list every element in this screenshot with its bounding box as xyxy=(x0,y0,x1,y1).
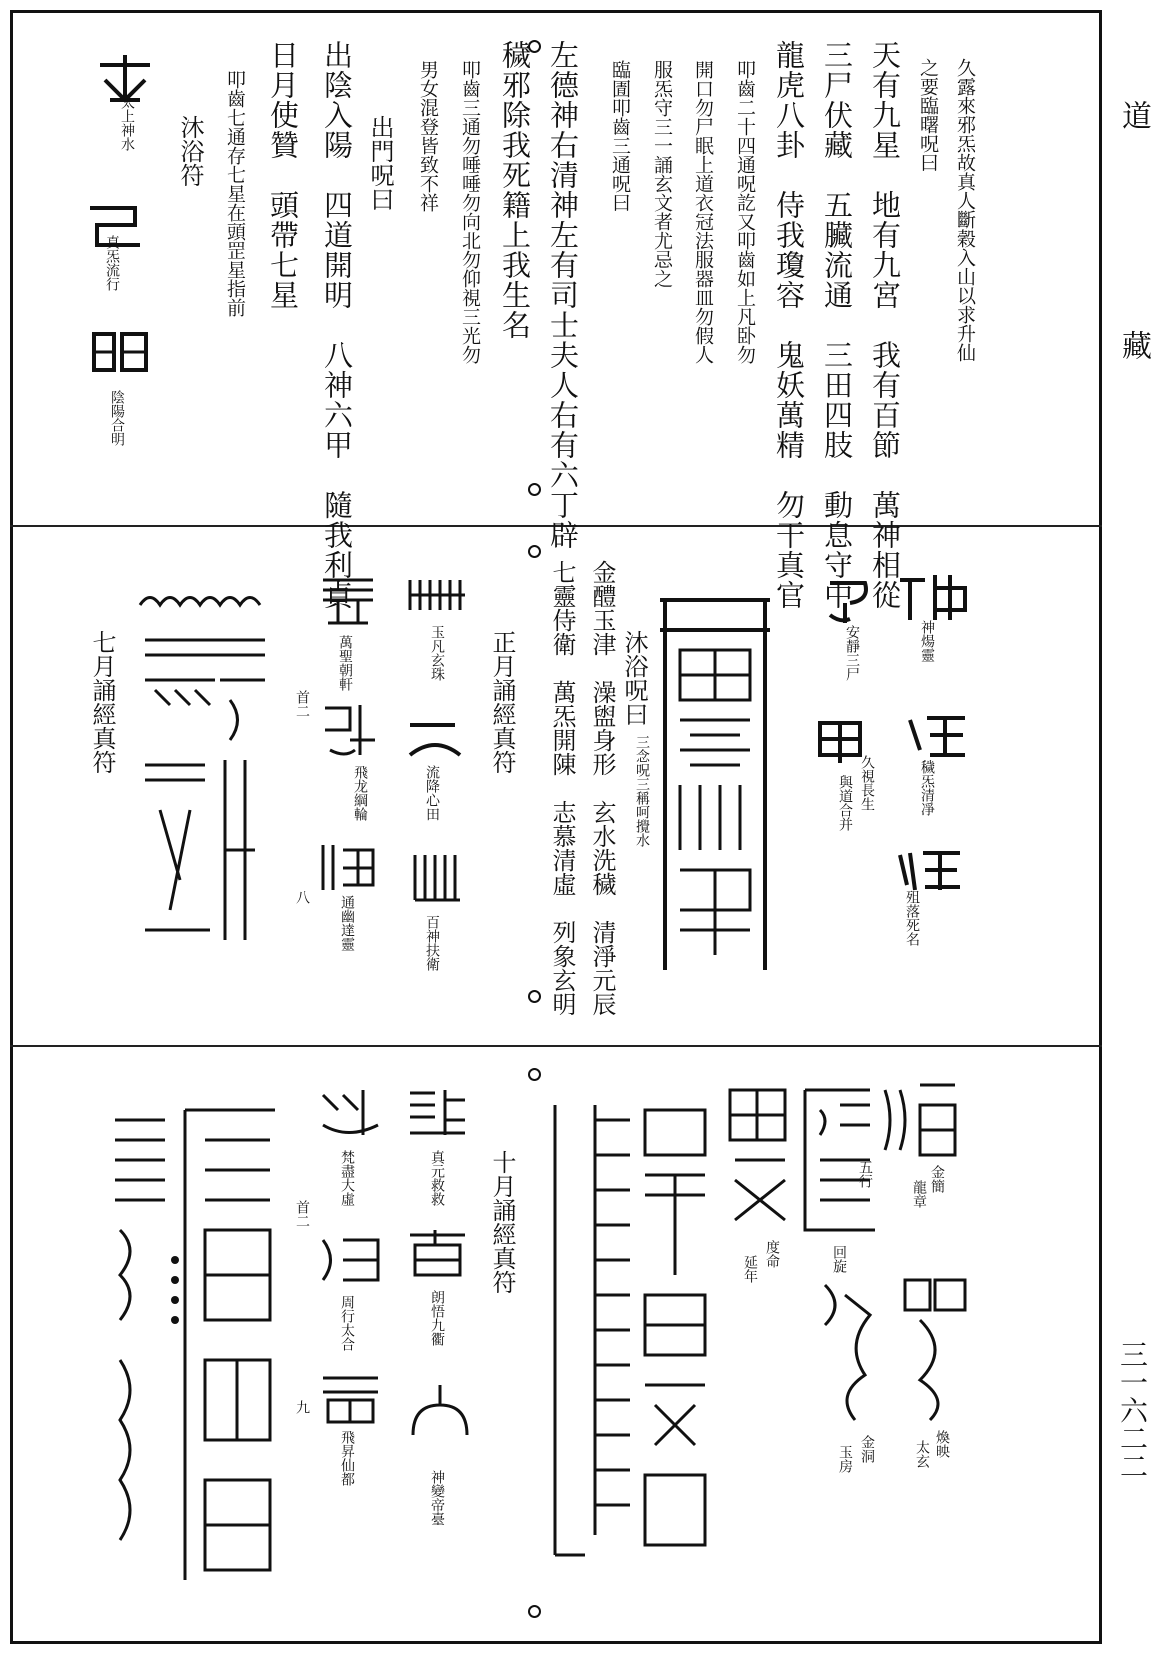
talisman-glyph xyxy=(410,850,465,905)
margin-top-char: 道 xyxy=(1116,100,1151,130)
text-column: 十月誦經真符 xyxy=(488,1150,516,1294)
text-column: 七靈侍衛 萬炁開陳 志慕清虛 列象玄明 xyxy=(548,560,576,1016)
talisman-glyph xyxy=(880,1080,960,1160)
text-column: 天有九星 地有九宮 我有百節 萬神相從 xyxy=(868,40,902,610)
talisman-label: 金簡 xyxy=(929,1165,945,1193)
section-divider-2 xyxy=(10,1045,1102,1047)
text-column: 臨圊叩齒三通呪曰 xyxy=(609,60,631,212)
text-column: 男女混登皆致不祥 xyxy=(417,60,439,212)
talisman-label: 太上神水 xyxy=(119,95,135,151)
talisman-label: 飛昇仙都 xyxy=(339,1430,355,1486)
talisman-label: 真元救救 xyxy=(429,1150,445,1206)
side-mark: 首二 xyxy=(294,1200,310,1228)
talisman-glyph xyxy=(815,1275,880,1425)
text-column: 出陰入陽 四道開明 八神六甲 隨我利貞 xyxy=(320,40,354,610)
talisman-seal-large xyxy=(135,580,275,975)
text-column: 三尸伏藏 五臟流通 三田四肢 動息守中 xyxy=(820,40,854,610)
talisman-glyph xyxy=(90,330,150,375)
circle-mark xyxy=(528,990,541,1003)
talisman-label: 殂落死名 xyxy=(904,890,920,946)
talisman-label: 金洞 xyxy=(859,1435,875,1463)
talisman-label: 煥映 xyxy=(934,1430,950,1458)
side-mark: 九 xyxy=(294,1400,310,1414)
talisman-glyph xyxy=(825,575,875,625)
talisman-label: 百神扶衛 xyxy=(424,915,440,971)
talisman-label: 穢炁清凈 xyxy=(919,760,935,816)
circle-mark xyxy=(528,545,541,558)
talisman-label: 周行太合 xyxy=(339,1295,355,1351)
talisman-glyph xyxy=(318,1230,383,1285)
talisman-label: 回旋 xyxy=(831,1245,847,1273)
side-mark: 八 xyxy=(294,890,310,904)
talisman-label: 龍章 xyxy=(911,1180,927,1208)
talisman-glyph xyxy=(405,1225,470,1280)
talisman-glyph xyxy=(318,575,378,625)
talisman-label: 飛龙綱輪 xyxy=(352,765,368,821)
talisman-label: 玉房 xyxy=(837,1445,853,1473)
side-mark: 首二 xyxy=(294,690,310,718)
text-column: 叩齒七通存七星在頭罡星指前 xyxy=(224,70,246,317)
text-column: 左德神右清神左有司士夫人右有六丁辟 xyxy=(546,40,580,550)
text-column: 七月誦經真符 xyxy=(88,630,116,774)
talisman-label: 與道合并 xyxy=(837,775,853,831)
talisman-label: 神變帝臺 xyxy=(429,1470,445,1526)
talisman-label: 太玄 xyxy=(914,1440,930,1468)
talisman-glyph xyxy=(900,1270,970,1420)
text-column: 沐浴呪曰 xyxy=(620,630,648,726)
talisman-label: 度命 xyxy=(764,1240,780,1268)
talisman-seal-large xyxy=(105,1100,285,1590)
text-column: 開口勿尸眠上道衣冠法服器皿勿假人 xyxy=(692,60,714,364)
talisman-label: 陰陽合明 xyxy=(109,390,125,446)
talisman-glyph xyxy=(405,1085,470,1140)
talisman-label: 五行 xyxy=(857,1160,873,1188)
talisman-glyph xyxy=(318,1370,383,1425)
text-column: 沐浴符 xyxy=(176,115,204,187)
text-column: 日月使贊 頭帶七星 xyxy=(266,40,300,310)
talisman-glyph xyxy=(405,715,465,765)
talisman-glyph xyxy=(895,845,965,895)
text-column: 久露來邪炁故真人斷穀入山以求升仙 xyxy=(954,58,976,362)
talisman-label: 萬聖朝軒 xyxy=(337,635,353,691)
text-column: 金醴玉津 澡盥身形 玄水洗穢 清淨元辰 xyxy=(588,560,616,1016)
text-column: 龍虎八卦 侍我瓊容 鬼妖萬精 勿干真官 xyxy=(772,40,806,610)
page-number: 三一六二二 xyxy=(1116,1340,1149,1480)
talisman-glyph xyxy=(905,710,970,760)
talisman-label: 延年 xyxy=(742,1255,758,1283)
talisman-glyph xyxy=(895,570,970,625)
talisman-glyph xyxy=(725,1080,795,1240)
talisman-seal-large xyxy=(650,570,780,975)
talisman-label: 安靜三尸 xyxy=(844,625,860,681)
talisman-label: 玉凡玄珠 xyxy=(429,625,445,681)
talisman-label: 真炁流行 xyxy=(104,235,120,291)
talisman-glyph xyxy=(318,1085,383,1140)
text-column: 服炁守三一誦玄文者尤忌之 xyxy=(651,60,673,288)
circle-mark xyxy=(528,40,541,53)
talisman-label: 流降心田 xyxy=(424,765,440,821)
margin-bottom-char: 藏 xyxy=(1116,330,1151,360)
text-column: 之要臨曙呪曰 xyxy=(917,58,939,172)
text-column: 穢邪除我死籍上我生名 xyxy=(498,40,532,340)
talisman-glyph xyxy=(318,840,378,895)
talisman-seal-large xyxy=(545,1095,715,1565)
talisman-label: 久視長生 xyxy=(859,755,875,811)
circle-mark xyxy=(528,1605,541,1618)
talisman-label: 梵盡大虛 xyxy=(339,1150,355,1206)
text-column: 叩齒三通勿唾唾勿向北勿仰視三光勿 xyxy=(459,60,481,364)
talisman-glyph xyxy=(320,700,380,760)
text-column: 出門呪曰 xyxy=(366,115,394,211)
talisman-label: 神煬靈 xyxy=(919,620,935,662)
talisman-glyph xyxy=(405,575,470,615)
talisman-glyph xyxy=(405,1380,475,1440)
talisman-label: 朗悟九衢 xyxy=(429,1290,445,1346)
circle-mark xyxy=(528,483,541,496)
talisman-label: 通幽達靈 xyxy=(339,895,355,951)
text-note: 三念呪三稱呵攪水 xyxy=(634,735,650,847)
circle-mark xyxy=(528,1068,541,1081)
text-column: 叩齒二十四通呪訖又叩齒如上凡卧勿 xyxy=(734,60,756,364)
text-column: 正月誦經真符 xyxy=(488,630,516,774)
